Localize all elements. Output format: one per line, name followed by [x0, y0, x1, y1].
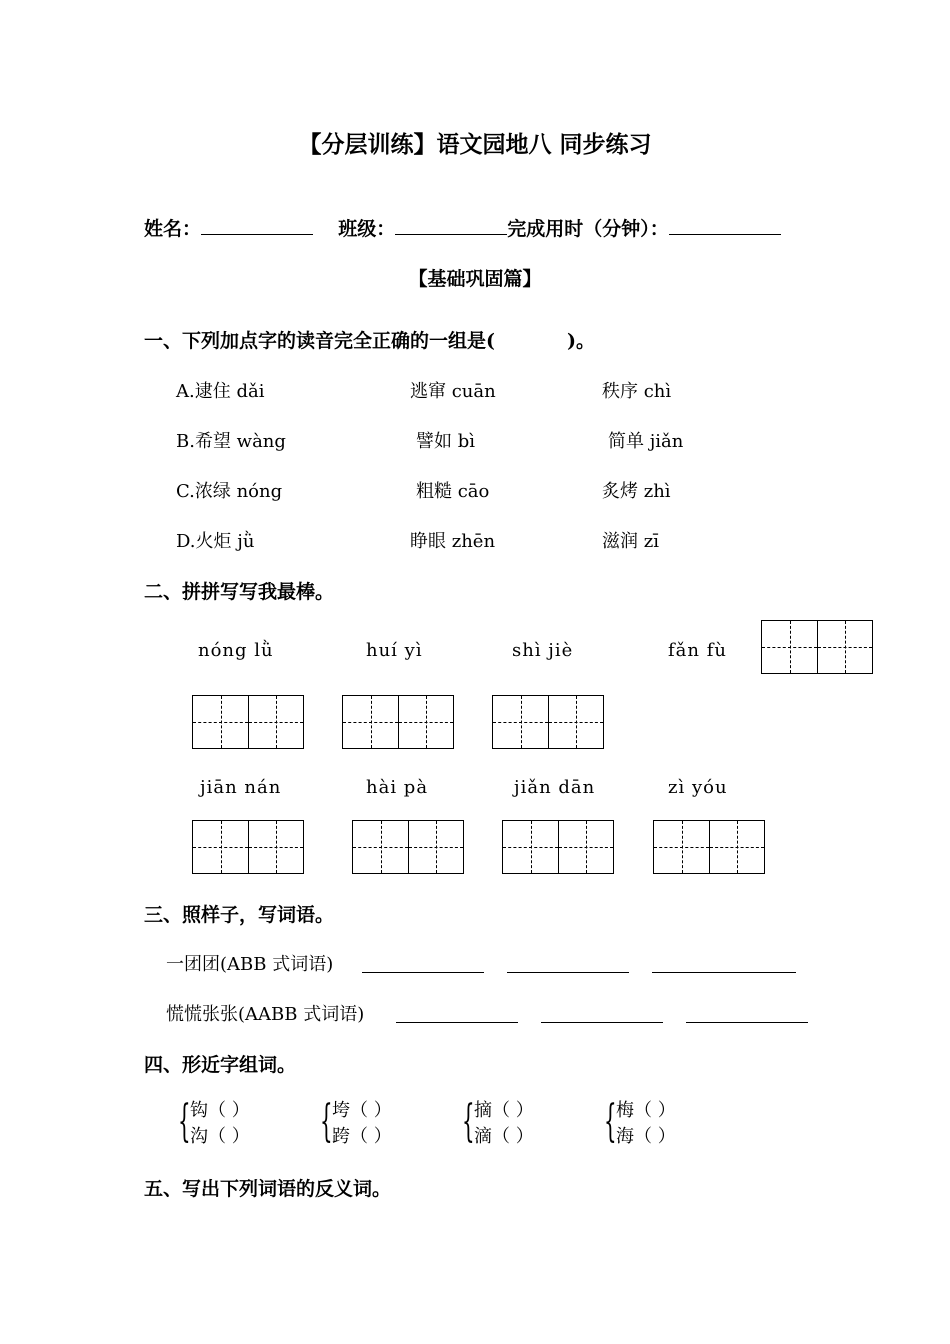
time-blank[interactable] — [669, 214, 781, 235]
brace-icon: { — [604, 1096, 617, 1147]
name-blank[interactable] — [201, 214, 313, 235]
question-5-heading: 五、写出下列词语的反义词。 — [144, 1178, 392, 1200]
char-pair-item[interactable]: 梅（ ） — [616, 1100, 676, 1121]
char-pair-item[interactable]: 钩（ ） — [190, 1100, 250, 1121]
question-4-heading: 四、形近字组词。 — [144, 1054, 297, 1076]
brace-icon: { — [462, 1096, 475, 1147]
writing-grid-7[interactable] — [502, 820, 614, 874]
char-pair-item[interactable]: 摘（ ） — [474, 1100, 534, 1121]
option-b-item-3: 简单 jiǎn — [608, 431, 684, 452]
abb-blank-1[interactable] — [362, 954, 484, 973]
char-pair-item[interactable]: 滴（ ） — [474, 1126, 534, 1147]
abb-blank-3[interactable] — [652, 954, 796, 973]
pinyin-5: jiān nán — [200, 777, 282, 798]
pinyin-8: zì yóu — [668, 777, 728, 798]
option-a-item-3: 秩序 chì — [602, 381, 672, 402]
writing-grid-3[interactable] — [492, 695, 604, 749]
abb-blank-2[interactable] — [507, 954, 629, 973]
brace-icon: { — [178, 1096, 191, 1147]
class-blank[interactable] — [395, 214, 507, 235]
question-1-text: 一、下列加点字的读音完全正确的一组是( — [144, 330, 495, 352]
pinyin-2: huí yì — [366, 640, 423, 661]
char-group-4 — [604, 1096, 676, 1150]
option-d-item-1: D.火炬 jǜ — [176, 531, 255, 552]
name-label: 姓名： — [144, 218, 202, 240]
writing-grid-8[interactable] — [653, 820, 765, 874]
pinyin-7: jiǎn dān — [514, 777, 596, 798]
pinyin-3: shì jiè — [512, 640, 574, 661]
question-1-heading — [144, 326, 595, 353]
option-a-item-2: 逃窜 cuān — [410, 381, 496, 402]
section-subtitle: 【基础巩固篇】 — [408, 268, 542, 290]
pinyin-1: nóng lǜ — [198, 640, 274, 661]
option-d-item-2: 睁眼 zhēn — [410, 531, 496, 552]
option-b-item-1: B.希望 wàng — [176, 431, 286, 452]
aabb-blank-3[interactable] — [686, 1004, 808, 1023]
writing-grid-5[interactable] — [192, 820, 304, 874]
page-title: 【分层训练】语文园地八 同步练习 — [298, 131, 652, 158]
time-label: 完成用时（分钟）： — [507, 218, 669, 240]
char-pair-item[interactable]: 跨（ ） — [332, 1126, 392, 1147]
aabb-blank-2[interactable] — [541, 1004, 663, 1023]
writing-grid-4[interactable] — [761, 620, 873, 674]
option-a-item-1: A.逮住 dǎi — [176, 381, 265, 402]
char-group-1 — [178, 1096, 250, 1150]
writing-grid-2[interactable] — [342, 695, 454, 749]
char-group-3 — [462, 1096, 534, 1150]
abb-example: 一团团(ABB 式词语) — [166, 954, 334, 975]
question-1-text-end: )。 — [567, 330, 595, 352]
option-d-item-3: 滋润 zī — [602, 531, 659, 552]
question-2-heading: 二、拼拼写写我最棒。 — [144, 581, 335, 603]
char-pair-item[interactable]: 垮（ ） — [332, 1100, 392, 1121]
pinyin-6: hài pà — [366, 777, 429, 798]
option-c-item-3: 炙烤 zhì — [602, 481, 671, 502]
writing-grid-6[interactable] — [352, 820, 464, 874]
pinyin-4: fǎn fù — [668, 640, 727, 661]
option-c-item-2: 粗糙 cāo — [416, 481, 490, 502]
student-info — [144, 214, 781, 241]
aabb-blank-1[interactable] — [396, 1004, 518, 1023]
char-pair-item[interactable]: 海（ ） — [616, 1126, 676, 1147]
char-pair-item[interactable]: 沟（ ） — [190, 1126, 250, 1147]
class-label: 班级： — [338, 218, 396, 240]
question-3-heading: 三、照样子，写词语。 — [144, 904, 335, 926]
writing-grid-1[interactable] — [192, 695, 304, 749]
brace-icon: { — [320, 1096, 333, 1147]
char-group-2 — [320, 1096, 392, 1150]
option-c-item-1: C.浓绿 nóng — [176, 481, 283, 502]
option-b-item-2: 譬如 bì — [416, 431, 476, 452]
aabb-example: 慌慌张张(AABB 式词语) — [166, 1004, 365, 1025]
